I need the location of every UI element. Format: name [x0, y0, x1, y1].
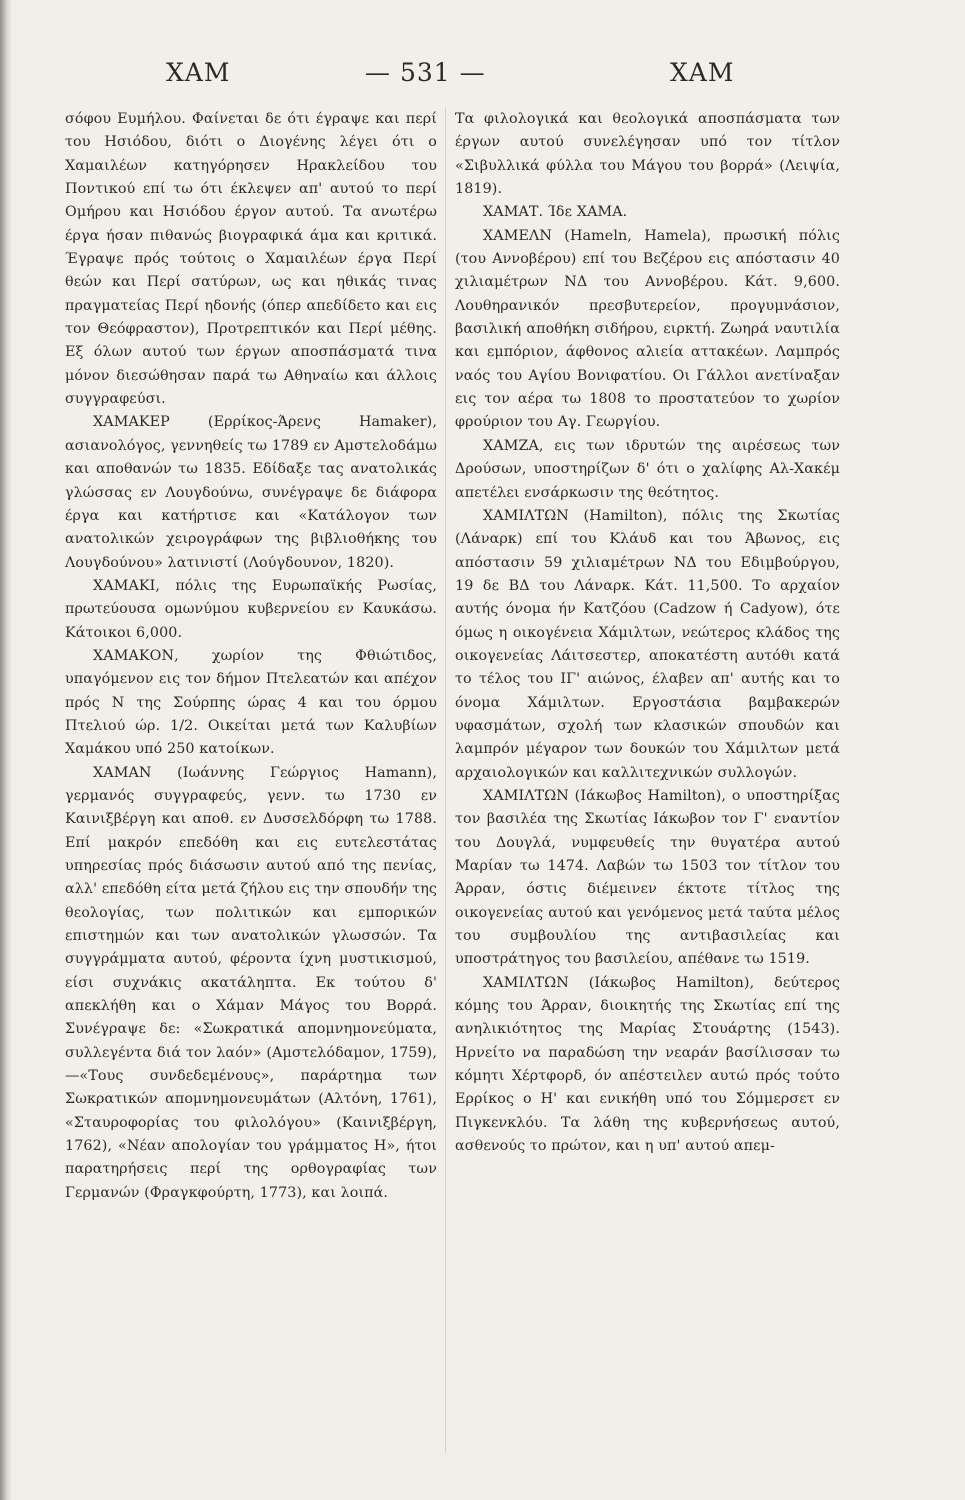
paragraph: ΧΑΜΕΛΝ (Hameln, Hamela), πρωσική πόλις (του Αννοβέρου) επί του Βεζέρου εις απόστασιν 40 χιλιαμέτρων ΝΔ του Αννοβέρου. Κάτ. 9,600. Λουθηρανικόν πρεσβυτερείον, προγυμνάσιον, βασιλική αποθήκη σιδήρου, ειρκτή. Ζωηρά ναυτιλία και εμπόριον, άφθονος αλιεία αττακέων. Λαμπρός ναός του Αγίου Βονιφατίου. Οι Γάλλοι ανετίναξαν εις τον αέρα τω 1808 το προστατεύον το χωρίον φρούριον του Αγ. Γεωργίου. [455, 227, 840, 431]
paragraph: σόφου Ευμήλου. Φαίνεται δε ότι έγραψε και περί του Ησιόδου, διότι ο Διογένης λέγει ότι ο Χαμαιλέων κατηγόρησεν Ηρακλείδου του Ποντικού επί τω ότι έκλεψεν απ' αυτού το περί Ομήρου και Ησιόδου έργον αυτού. Τα ανωτέρω έργα ήσαν πιθανώς βιογραφικά άμα και κριτικά. Έγραψε πρός τούτοις ο Χαμαιλέων έργα Περί θεών και Περί σατύρων, ως και ηθικάς τινας πραγματείας Περί ηδονής (όπερ απεδίδετο και εις τον Θεόφραστον), Προτρεπτικόν και Περί μέθης. Εξ όλων αυτού των έργων αποσπάσματά τινα μόνον διεσώθησαν παρά τω Αθηναίω και άλλοις συγγραφεύσι. [65, 111, 437, 408]
left-column [65, 108, 437, 1205]
paragraph: ΧΑΜΙΛΤΩΝ (Ιάκωβος Hamilton), ο υποστηρίξας τον βασιλέα της Σκωτίας Ιάκωβον τον Γ' εναντίον του Δουγλά, νυμφευθείς την θυγατέρα αυτού Μαρίαν τω 1474. Λαβών τω 1503 τον τίτλον του Άρραν, όστις διέμεινεν έκτοτε τίτλος της οικογενείας αυτού και γενόμενος μετά ταύτα μέλος του συμβουλίου της αντιβασιλείας και υποστράτηγος του βασιλείου, απέθανε τω 1519. [455, 787, 840, 968]
paragraph: Τα φιλολογικά και θεολογικά αποσπάσματα των έργων αυτού συνελέγησαν υπό τον τίτλον «Σιβυλλικά φύλλα του Μάγου του βορρά» (Λειψία, 1819). [455, 111, 840, 198]
running-header [150, 58, 750, 92]
page-edge-shadow [0, 0, 12, 1500]
column-divider [445, 108, 446, 1453]
right-column [455, 108, 840, 1158]
paragraph: ΧΑΜΑΝ (Ιωάννης Γεώργιος Hamann), γερμανός συγγραφεύς, γενν. τω 1730 εν Καινιξβέργη και αποθ. εν Δυσσελδόρφη τω 1788. Επί μακρόν επεδόθη και εις ευτελεστάτας υπηρεσίας πρός διάσωσιν αυτού από της πενίας, αλλ' επεδόθη είτα μετά ζήλου εις την σπουδήν της θεολογίας, των πολιτικών και εμπορικών επιστημών και των ανατολικών γλωσσών. Τα συγγράμματα αυτού, φέροντα ίχνη μυστικισμού, είσι συχνάκις ακατάληπτα. Εκ τούτου δ' απεκλήθη και ο Χάμαν Μάγος του Βορρά. Συνέγραψε δε: «Σωκρατικά απομνημονεύματα, συλλεγέντα διά τον λαόν» (Αμστελόδαμον, 1759),—«Τους συνδεδεμένους», παράρτημα των Σωκρατικών απομνημονευμάτων (Αλτόνη, 1761), «Σταυροφορίας του φιλολόγου» (Καινιξβέργη, 1762), «Νέαν απολογίαν του γράμματος Η», ήτοι παρατηρήσεις περί της ορθογραφίας των Γερμανών (Φραγκφούρτη, 1773), και λοιπά. [65, 764, 437, 1201]
paragraph: ΧΑΜΙΛΤΩΝ (Hamilton), πόλις της Σκωτίας (Λάναρκ) επί του Κλάυδ και του Άβωνος, εις απόστασιν 59 χιλιαμέτρων ΝΔ του Εδιμβούργου, 19 δε ΒΔ του Λάναρκ. Κάτ. 11,500. Το αρχαίον αυτής όνομα ήν Κατζόου (Cadzow ή Cadyow), ότε όμως η οικογένεια Χάμιλτων, νεώτερος κλάδος της οικογενείας Λάιτσεστερ, αποκατέστη αυτόθι κατά το τέλος του ΙΓ' αιώνος, έλαβεν απ' αυτής και το όνομα Χάμιλτων. Εργοστάσια βαμβακερών υφασμάτων, σχολή των κλασικών σπουδών και λαμπρόν μέγαρον των δουκών του Χάμιλτων μετά αρχαιολογικών και καλλιτεχνικών συλλογών. [455, 507, 840, 781]
paragraph: ΧΑΜΑΚΙ, πόλις της Ευρωπαϊκής Ρωσίας, πρωτεύουσα ομωνύμου κυβερνείου εν Καυκάσω. Κάτοικοι 6,000. [65, 577, 437, 641]
paragraph: ΧΑΜΑΚΟΝ, χωρίον της Φθιώτιδος, υπαγόμενον εις τον δήμον Πτελεατών και απέχον πρός Ν της Σούρπης ώρας 4 και του όρμου Πτελιού ώρ. 1/2. Οικείται μετά των Καλυβίων Χαμάκου υπό 250 κατοίκων. [65, 647, 437, 758]
paragraph: ΧΑΜΑΚΕΡ (Ερρίκος-Άρενς Hamaker), ασιανολόγος, γεννηθείς τω 1789 εν Αμστελοδάμω και αποθανών τω 1835. Εδίδαξε τας ανατολικάς γλώσσας εν Λουγδούνω, συνέγραψε δε διάφορα έργα και κατήρτισε και «Κατάλογον των ανατολικών χειρογράφων της βιβλιοθήκης του Λουγδούνου» λατινιστί (Λούγδουνον, 1820). [65, 414, 437, 571]
paragraph: ΧΑΜΖΑ, εις των ιδρυτών της αιρέσεως των Δρούσων, υποστηρίζων δ' ότι ο χαλίφης Αλ-Χακέμ απετέλει ενσάρκωσιν της θεότητος. [455, 437, 840, 501]
paragraph: ΧΑΜΑΤ. Ίδε ΧΑΜΑ. [483, 204, 628, 221]
page-number: — 531 — [365, 58, 486, 87]
header-right-word: ΧΑΜ [670, 58, 735, 87]
paragraph: ΧΑΜΙΛΤΩΝ (Ιάκωβος Hamilton), δεύτερος κόμης του Άρραν, διοικητής της Σκωτίας επί της ανηλικιότητος της Μαρίας Στουάρτης (1543). Ηρνείτο να παραδώση την νεαράν βασίλισσαν τω κόμητι Χέρτφορδ, όν απέστειλεν αυτώ πρός τούτο Ερρίκος ο Η' και ενικήθη υπό του Σόμμερσετ εν Πιγκενκλόυ. Τα λάθη της κυβερνήσεως αυτού, ασθενούς το πρώτον, και η υπ' αυτού απεμ- [455, 974, 840, 1155]
header-left-word: ΧΑΜ [166, 58, 231, 87]
